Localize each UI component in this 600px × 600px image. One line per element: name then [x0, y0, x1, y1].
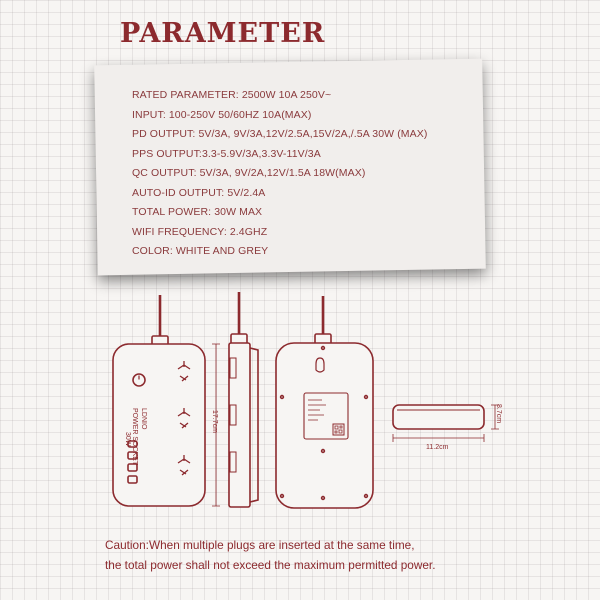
param-color: COLOR: WHITE AND GREY — [132, 245, 269, 257]
param-rated: RATED PARAMETER: 2500W 10A 250V~ — [132, 89, 332, 101]
brand-label: LDNIO — [140, 408, 147, 430]
param-input: INPUT: 100-250V 50/60HZ 10A(MAX) — [132, 108, 312, 121]
param-qc-output: QC OUTPUT: 5V/3A, 9V/2A,12V/1.5A 18W(MAX) — [132, 167, 366, 179]
parameter-list — [132, 86, 427, 262]
product-diagram — [0, 285, 600, 515]
caution-text — [105, 535, 435, 575]
pd-label: 30W — [124, 432, 131, 447]
param-wifi-frequency: WIFI FREQUENCY: 2.4GHZ — [132, 225, 268, 238]
page-title: PARAMETER — [120, 18, 326, 49]
caution-line-1: Caution:When multiple plugs are inserted at the same time, — [105, 538, 415, 552]
param-auto-id-output: AUTO-ID OUTPUT: 5V/2.4A — [132, 186, 266, 199]
back-view — [276, 296, 373, 508]
top-view — [393, 405, 499, 442]
side-view — [212, 292, 258, 507]
length-dimension-label: 17.7cm — [211, 410, 218, 433]
caution-line-2: the total power shall not exceed the maximum permitted power. — [105, 558, 436, 572]
width-dimension-label: 11.2cm — [426, 444, 449, 451]
param-pd-output: PD OUTPUT: 5V/3A, 9V/3A,12V/2.5A,15V/2A,/.5A 30W (MAX) — [132, 128, 428, 140]
top-body — [393, 405, 484, 429]
brand-sub-label: POWER SOCKET — [131, 408, 138, 466]
height-dimension-label: 8.7cm — [495, 404, 502, 424]
front-body — [113, 344, 205, 506]
param-pps-output: PPS OUTPUT:3.3-5.9V/3A,3.3V-11V/3A — [132, 147, 321, 160]
param-total-power: TOTAL POWER: 30W MAX — [132, 206, 263, 218]
front-view — [113, 295, 205, 506]
